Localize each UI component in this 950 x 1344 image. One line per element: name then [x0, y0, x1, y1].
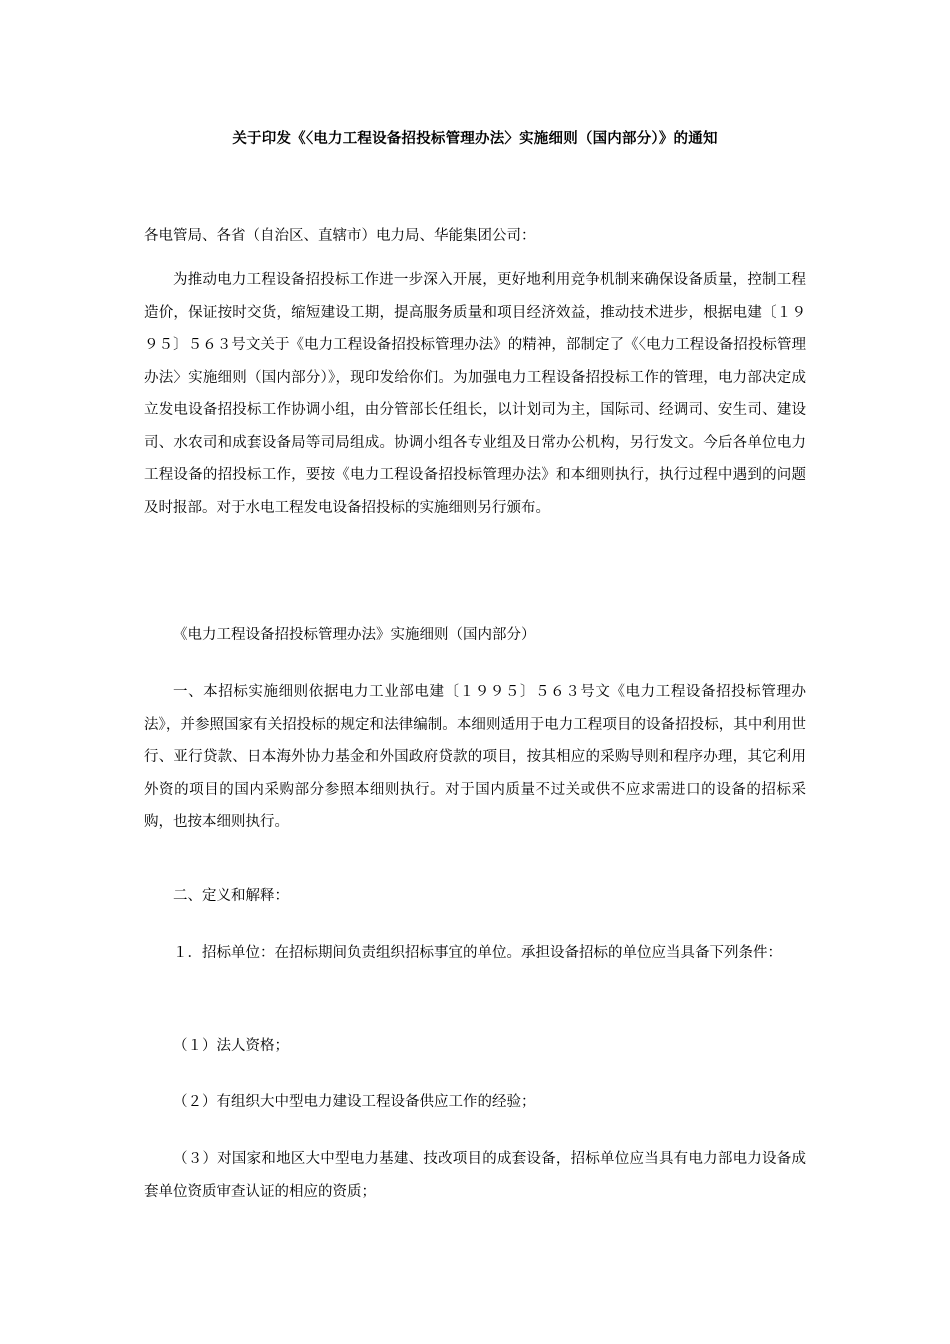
paragraph-subitem-2: （２）有组织大中型电力建设工程设备供应工作的经验；	[173, 1094, 536, 1110]
paragraph-subtitle: 《电力工程设备招投标管理办法》实施细则（国内部分）	[173, 627, 536, 643]
paragraph-article-2: 二、定义和解释：	[173, 888, 289, 904]
paragraph-article-1: 一、本招标实施细则依据电力工业部电建〔１９９５〕５６３号文《电力工程设备招投标管理办法》，并参照国家有关招投标的规定和法律编制。本细则适用于电力工程项目的设备招投标，其中利用世行、亚行贷款、日本海外协力基金和外国政府贷款的项目，按其相应的采购导则和程序办理，其它利用外资的项目的国内采购部分参照本细则执行。对于国内质量不过关或供不应求需进口的设备的招标采购，也按本细则执行。	[144, 684, 806, 830]
paragraph-intro: 为推动电力工程设备招投标工作进一步深入开展，更好地利用竞争机制来确保设备质量，控制工程造价，保证按时交货，缩短建设工期，提高服务质量和项目经济效益，推动技术进步，根据电建〔１９９５〕５６３号文关于《电力工程设备招投标管理办法》的精神，部制定了《〈电力工程设备招投标管理办法〉实施细则（国内部分）》，现印发给你们。为加强电力工程设备招投标工作的管理，电力部决定成立发电设备招投标工作协调小组，由分管部长任组长，以计划司为主，国际司、经调司、安生司、建设司、水农司和成套设备局等司局组成。协调小组各专业组及日常办公机构，另行发文。今后各单位电力工程设备的招投标工作，要按《电力工程设备招投标管理办法》和本细则执行，执行过程中遇到的问题及时报部。对于水电工程发电设备招投标的实施细则另行颁布。	[144, 272, 806, 516]
document-title: 关于印发《〈电力工程设备招投标管理办法〉实施细则（国内部分）》的通知	[232, 130, 718, 147]
paragraph-subitem-3: （３）对国家和地区大中型电力基建、技改项目的成套设备，招标单位应当具有电力部电力设备成套单位资质审查认证的相应的资质；	[144, 1151, 806, 1200]
salutation: 各电管局、各省（自治区、直辖市）电力局、华能集团公司：	[144, 228, 536, 244]
paragraph-item-1: １．招标单位：在招标期间负责组织招标事宜的单位。承担设备招标的单位应当具备下列条件：	[173, 945, 782, 961]
paragraph-subitem-1: （１）法人资格；	[173, 1038, 289, 1054]
